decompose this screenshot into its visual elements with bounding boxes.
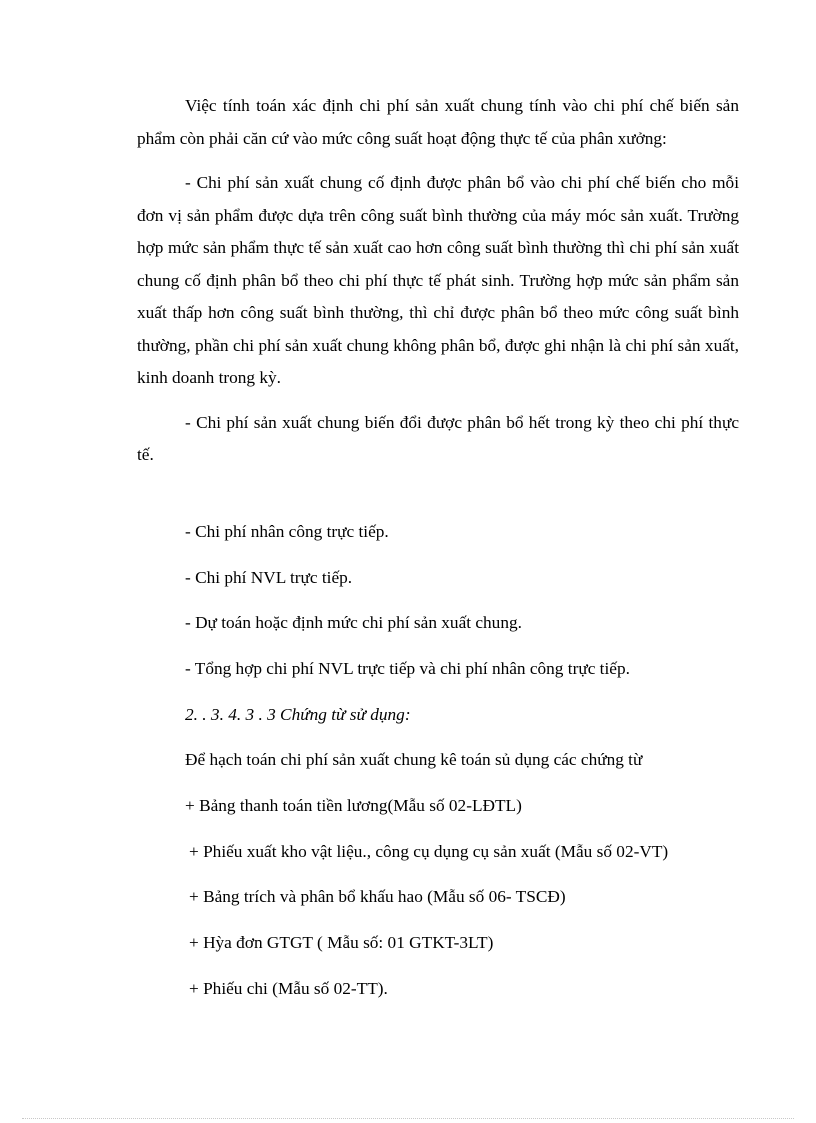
list-item-cost-summary: - Tổng hợp chi phí NVL trực tiếp và chi phí nhân công trực tiếp. (185, 659, 630, 678)
document-item-vat-invoice: + Hỳa đơn GTGT ( Mẫu số: 01 GTKT-3LT) (189, 933, 494, 952)
section-heading: 2. . 3. 4. 3 . 3 Chứng từ sử dụng: (185, 705, 411, 724)
paragraph-variable-overhead-allocation: - Chi phí sản xuất chung biến đổi được phân bổ hết trong kỳ theo chi phí thực tế. (137, 412, 739, 464)
list-item-overhead-estimate: - Dự toán hoặc định mức chi phí sản xuất chung. (185, 613, 522, 632)
document-item-payment-voucher: + Phiếu chi (Mẫu số 02-TT). (189, 979, 388, 998)
document-item-payroll: + Bảng thanh toán tiền lương(Mẫu số 02-LĐTL) (185, 796, 522, 815)
document-item-depreciation: + Bảng trích và phân bổ khấu hao (Mẫu số 06- TSCĐ) (189, 887, 566, 906)
section-intro: Để hạch toán chi phí sản xuất chung kê toán sủ dụng các chứng từ (185, 750, 643, 769)
list-item-direct-materials: - Chi phí NVL trực tiếp. (185, 568, 353, 587)
paragraph-production-overhead-capacity: Việc tính toán xác định chi phí sản xuất chung tính vào chi phí chế biến sản phẩm còn phải căn cứ vào mức công suất hoạt động thực tế của phân xưởng: (137, 96, 739, 148)
list-item-direct-labor: - Chi phí nhân công trực tiếp. (185, 522, 389, 541)
document-item-material-issue: + Phiếu xuất kho vật liệu., công cụ dụng cụ sản xuất (Mẫu số 02-VT) (189, 842, 669, 861)
page-bottom-divider (22, 1118, 794, 1119)
paragraph-fixed-overhead-allocation: - Chi phí sản xuất chung cố định được phân bổ vào chi phí chế biến cho mỗi đơn vị sản phẩm được dựa trên công suất bình thường của máy móc sản xuất. Trường hợp mức sản phẩm thực tế sản xuất cao hơn công suất bình thường thì chi phí sản xuất chung cố định phân bổ theo chi phí thực tế phát sinh. Trường hợp mức sản phẩm sản xuất thấp hơn công suất bình thường, thì chỉ được phân bổ theo mức công suất bình thường, phần chi phí sản xuất chung không phân bổ, được ghi nhận là chi phí sản xuất, kinh doanh trong kỳ. (137, 173, 739, 387)
document-body (137, 90, 739, 998)
